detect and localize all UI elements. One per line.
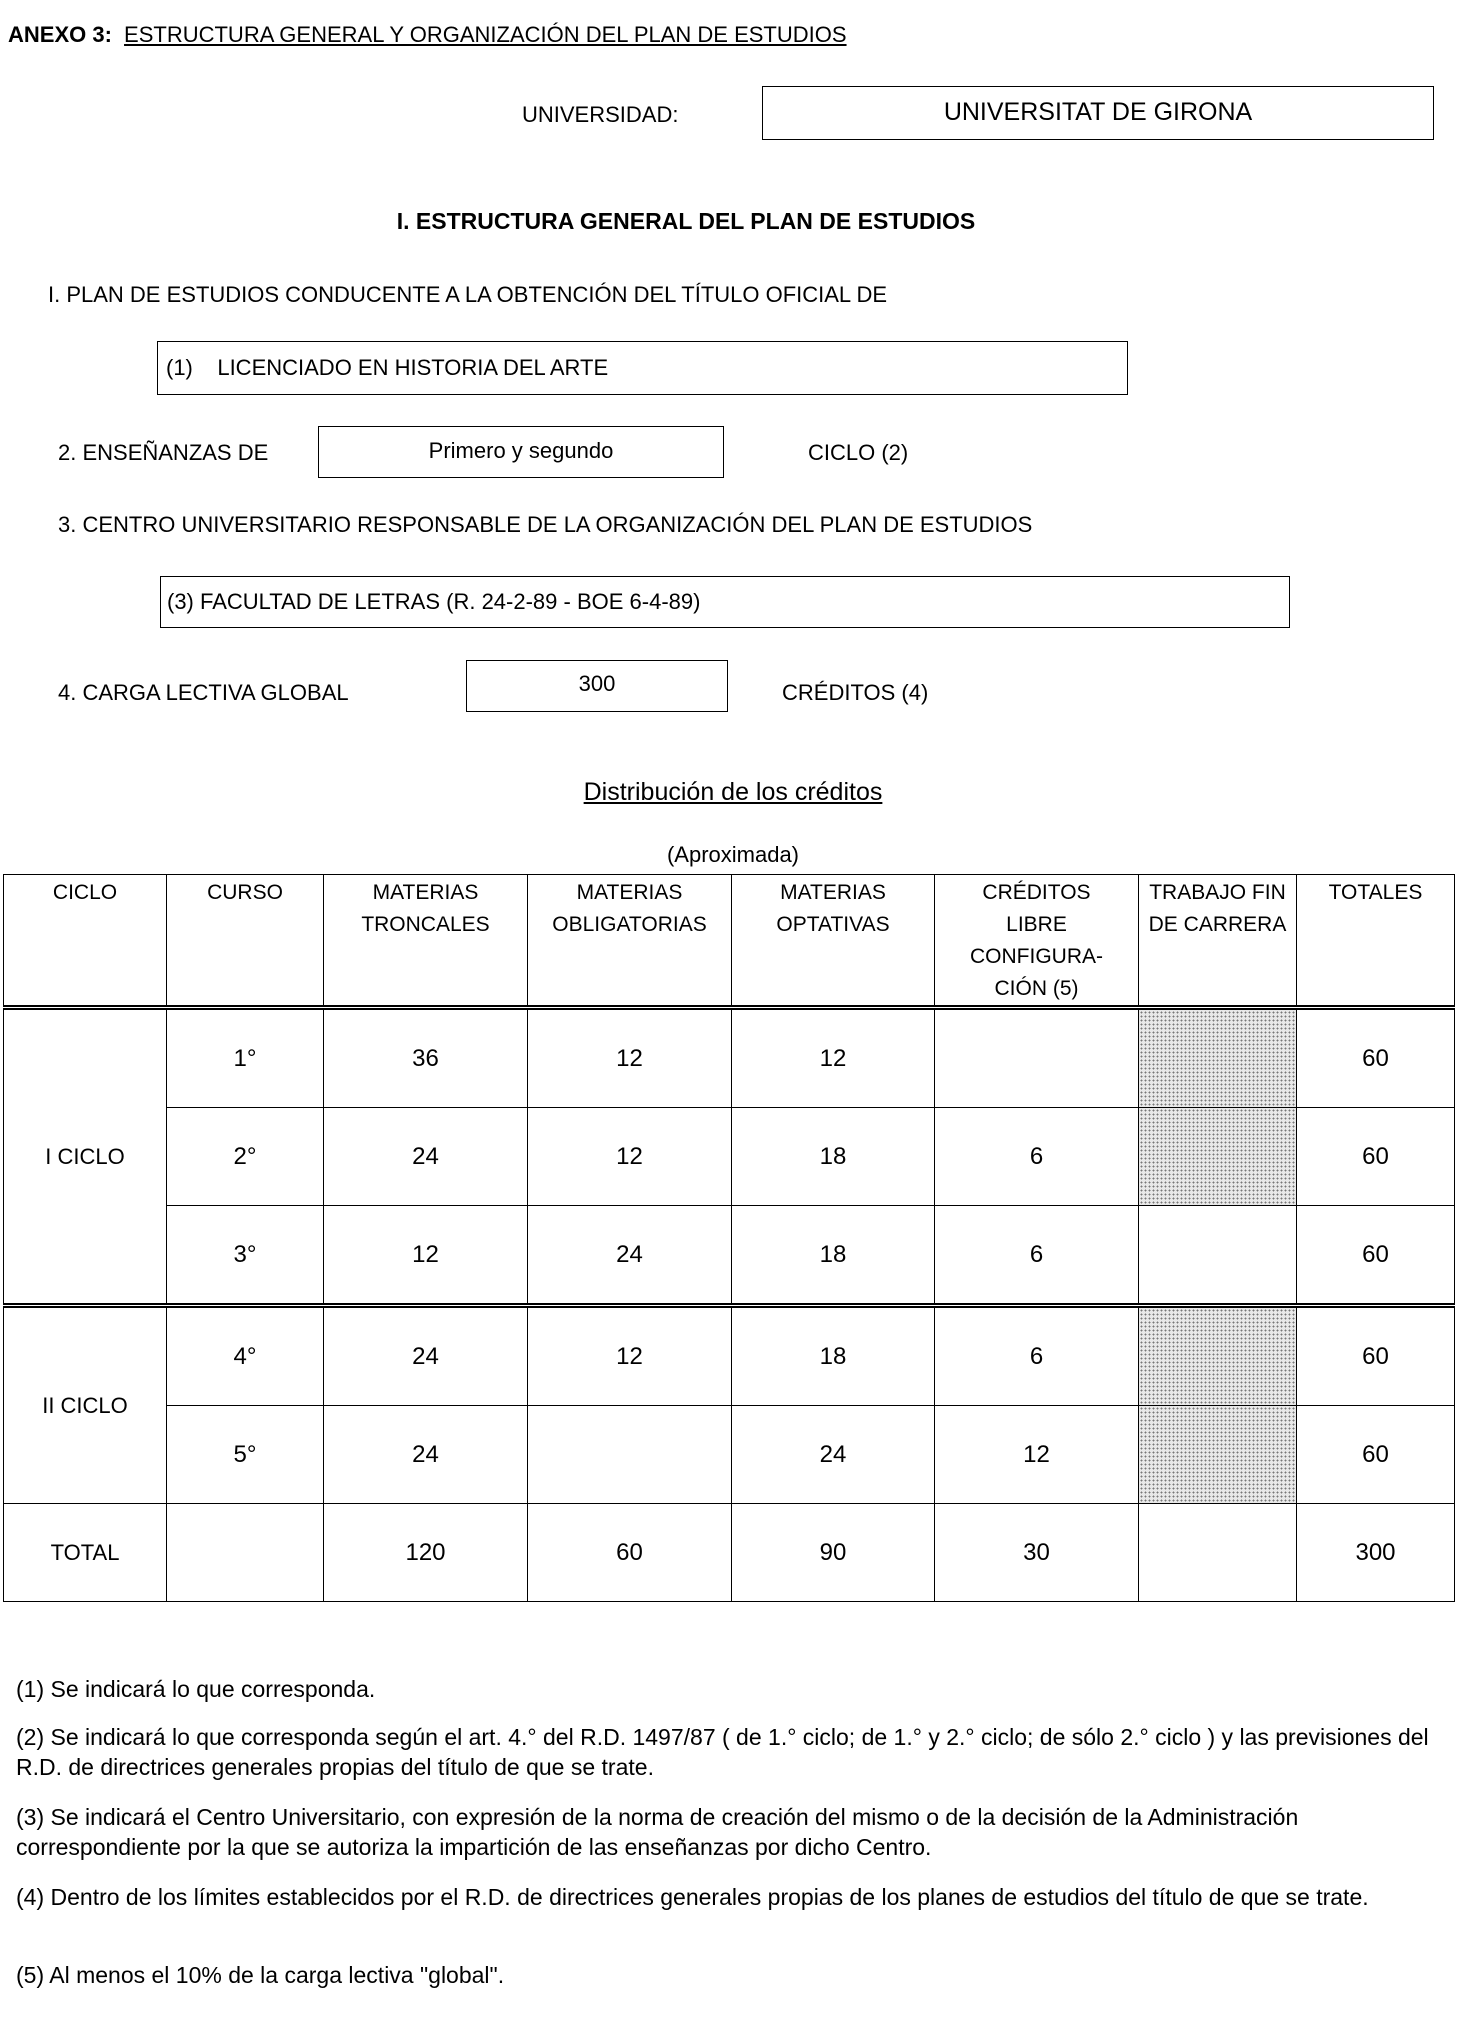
table-row: [4, 1108, 1455, 1206]
table-row: [4, 1008, 1455, 1108]
distribution-subtitle: (Aproximada): [666, 842, 800, 867]
header-line: OPTATIVAS: [776, 913, 890, 936]
cell-obligatorias: 12: [528, 1008, 732, 1108]
cell-troncales: 12: [324, 1206, 528, 1306]
cell-troncales: 36: [324, 1008, 528, 1108]
table-row: [4, 1406, 1455, 1504]
ciclo1-label: I CICLO: [4, 1008, 167, 1306]
header-cell-text: [324, 877, 527, 941]
cell-totales: 60: [1297, 1108, 1455, 1206]
item3-label: 3. CENTRO UNIVERSITARIO RESPONSABLE DE LA ORGANIZACIÓN DEL PLAN DE ESTUDIOS: [58, 512, 1033, 537]
header-troncales: [324, 875, 528, 1008]
header-ciclo: [4, 875, 167, 1008]
cell-obligatorias: 24: [528, 1206, 732, 1306]
header-line: OBLIGATORIAS: [552, 913, 707, 936]
item4-suffix: CRÉDITOS (4): [782, 680, 929, 705]
universidad-box: [762, 86, 1434, 140]
header-line: CICLO: [52, 881, 118, 904]
cell-curso: 1°: [167, 1008, 324, 1108]
item4-label: 4. CARGA LECTIVA GLOBAL: [58, 680, 349, 705]
header-cell-text: [167, 877, 323, 909]
item1-box: [157, 341, 1128, 395]
header-line: TRABAJO FIN: [1149, 881, 1286, 904]
note-4: (4) Dentro de los límites establecidos por el R.D. de directrices generales propias de los planes de estudios del título de que se trate.: [16, 1884, 1369, 1910]
table-total-row: [4, 1504, 1455, 1602]
annex-title: ESTRUCTURA GENERAL Y ORGANIZACIÓN DEL PLAN DE ESTUDIOS: [124, 22, 847, 47]
table-row: [4, 1306, 1455, 1406]
header-cell-text: [528, 877, 731, 941]
cell-totales: 60: [1297, 1306, 1455, 1406]
cell-trabajo: [1139, 1406, 1297, 1504]
header-line: TOTALES: [1328, 881, 1423, 904]
cell-libre: [935, 1008, 1139, 1108]
total-obligatorias: 60: [528, 1504, 732, 1602]
header-line: TRONCALES: [361, 913, 490, 936]
cell-libre: 6: [935, 1108, 1139, 1206]
item2-value: Primero y segundo: [428, 438, 614, 463]
cell-curso: 3°: [167, 1206, 324, 1306]
cell-curso: 5°: [167, 1406, 324, 1504]
header-cell-text: [1139, 877, 1296, 941]
cell-obligatorias: [528, 1406, 732, 1504]
cell-trabajo: [1139, 1008, 1297, 1108]
cell-optativas: 18: [732, 1108, 935, 1206]
cell-trabajo: [1139, 1206, 1297, 1306]
section-title: I. ESTRUCTURA GENERAL DEL PLAN DE ESTUDIOS: [396, 208, 976, 234]
header-cell-text: [732, 877, 934, 941]
header-cell-text: [4, 877, 166, 909]
cell-totales: 60: [1297, 1206, 1455, 1306]
cell-optativas: 18: [732, 1206, 935, 1306]
header-line: LIBRE: [1006, 913, 1067, 936]
total-curso: [167, 1504, 324, 1602]
header-cell-text: [935, 877, 1138, 1005]
total-libre: 30: [935, 1504, 1139, 1602]
cell-curso: 2°: [167, 1108, 324, 1206]
note-1: (1) Se indicará lo que corresponda.: [16, 1676, 376, 1702]
distribution-title: Distribución de los créditos: [583, 778, 883, 806]
table-header-row: [4, 875, 1455, 1008]
distribution-table: [3, 874, 1455, 1602]
header-line: CRÉDITOS: [982, 881, 1091, 904]
total-label: TOTAL: [4, 1504, 167, 1602]
header-line: CIÓN (5): [994, 977, 1079, 1000]
cell-trabajo: [1139, 1108, 1297, 1206]
cell-obligatorias: 12: [528, 1108, 732, 1206]
annex-label: ANEXO 3:: [8, 22, 112, 47]
cell-totales: 60: [1297, 1008, 1455, 1108]
cell-libre: 6: [935, 1206, 1139, 1306]
header-trabajo-fin: [1139, 875, 1297, 1008]
item3-box: [160, 576, 1290, 628]
item3-value: (3) FACULTAD DE LETRAS (R. 24-2-89 - BOE 6-4-89): [167, 589, 701, 614]
item2-suffix: CICLO (2): [808, 440, 909, 465]
total-trabajo: [1139, 1504, 1297, 1602]
total-totales: 300: [1297, 1504, 1455, 1602]
header-line: CURSO: [207, 881, 283, 904]
cell-optativas: 18: [732, 1306, 935, 1406]
item4-box: [466, 660, 728, 712]
header-line: MATERIAS: [372, 881, 479, 904]
cell-troncales: 24: [324, 1108, 528, 1206]
item4-value: 300: [578, 671, 616, 696]
header-line: DE CARRERA: [1148, 913, 1287, 936]
cell-totales: 60: [1297, 1406, 1455, 1504]
item2-box: [318, 426, 724, 478]
note-5: (5) Al menos el 10% de la carga lectiva "global".: [16, 1962, 505, 1988]
item2-label: 2. ENSEÑANZAS DE: [58, 440, 269, 465]
header-line: MATERIAS: [576, 881, 683, 904]
universidad-label: UNIVERSIDAD:: [522, 102, 679, 127]
cell-optativas: 24: [732, 1406, 935, 1504]
cell-libre: 6: [935, 1306, 1139, 1406]
header-obligatorias: [528, 875, 732, 1008]
universidad-value: UNIVERSITAT DE GIRONA: [943, 98, 1253, 126]
total-troncales: 120: [324, 1504, 528, 1602]
item1-value: (1) LICENCIADO EN HISTORIA DEL ARTE: [166, 355, 609, 380]
note-3: (3) Se indicará el Centro Universitario, con expresión de la norma de creación del mismo o de la decisión de la Administración correspondiente por la que se autoriza la impartición de las enseñanzas por dicho Centro.: [16, 1804, 1299, 1860]
annex-header: [8, 22, 847, 48]
ciclo2-label: II CICLO: [4, 1306, 167, 1504]
cell-optativas: 12: [732, 1008, 935, 1108]
header-cell-text: [1297, 877, 1454, 909]
cell-trabajo: [1139, 1306, 1297, 1406]
cell-libre: 12: [935, 1406, 1139, 1504]
note-2: (2) Se indicará lo que corresponda según el art. 4.° del R.D. 1497/87 ( de 1.° ciclo; de 1.° y 2.° ciclo; de sólo 2.° ciclo ) y las previsiones del R.D. de directrices generales propias del título de que se trate.: [16, 1724, 1429, 1780]
header-line: CONFIGURA-: [970, 945, 1103, 968]
table-row: [4, 1206, 1455, 1306]
header-totales: [1297, 875, 1455, 1008]
item1-label: I. PLAN DE ESTUDIOS CONDUCENTE A LA OBTENCIÓN DEL TÍTULO OFICIAL DE: [48, 282, 888, 307]
header-optativas: [732, 875, 935, 1008]
cell-troncales: 24: [324, 1406, 528, 1504]
cell-obligatorias: 12: [528, 1306, 732, 1406]
header-curso: [167, 875, 324, 1008]
cell-troncales: 24: [324, 1306, 528, 1406]
cell-curso: 4°: [167, 1306, 324, 1406]
total-optativas: 90: [732, 1504, 935, 1602]
header-line: MATERIAS: [780, 881, 886, 904]
header-libre-configuracion: [935, 875, 1139, 1008]
